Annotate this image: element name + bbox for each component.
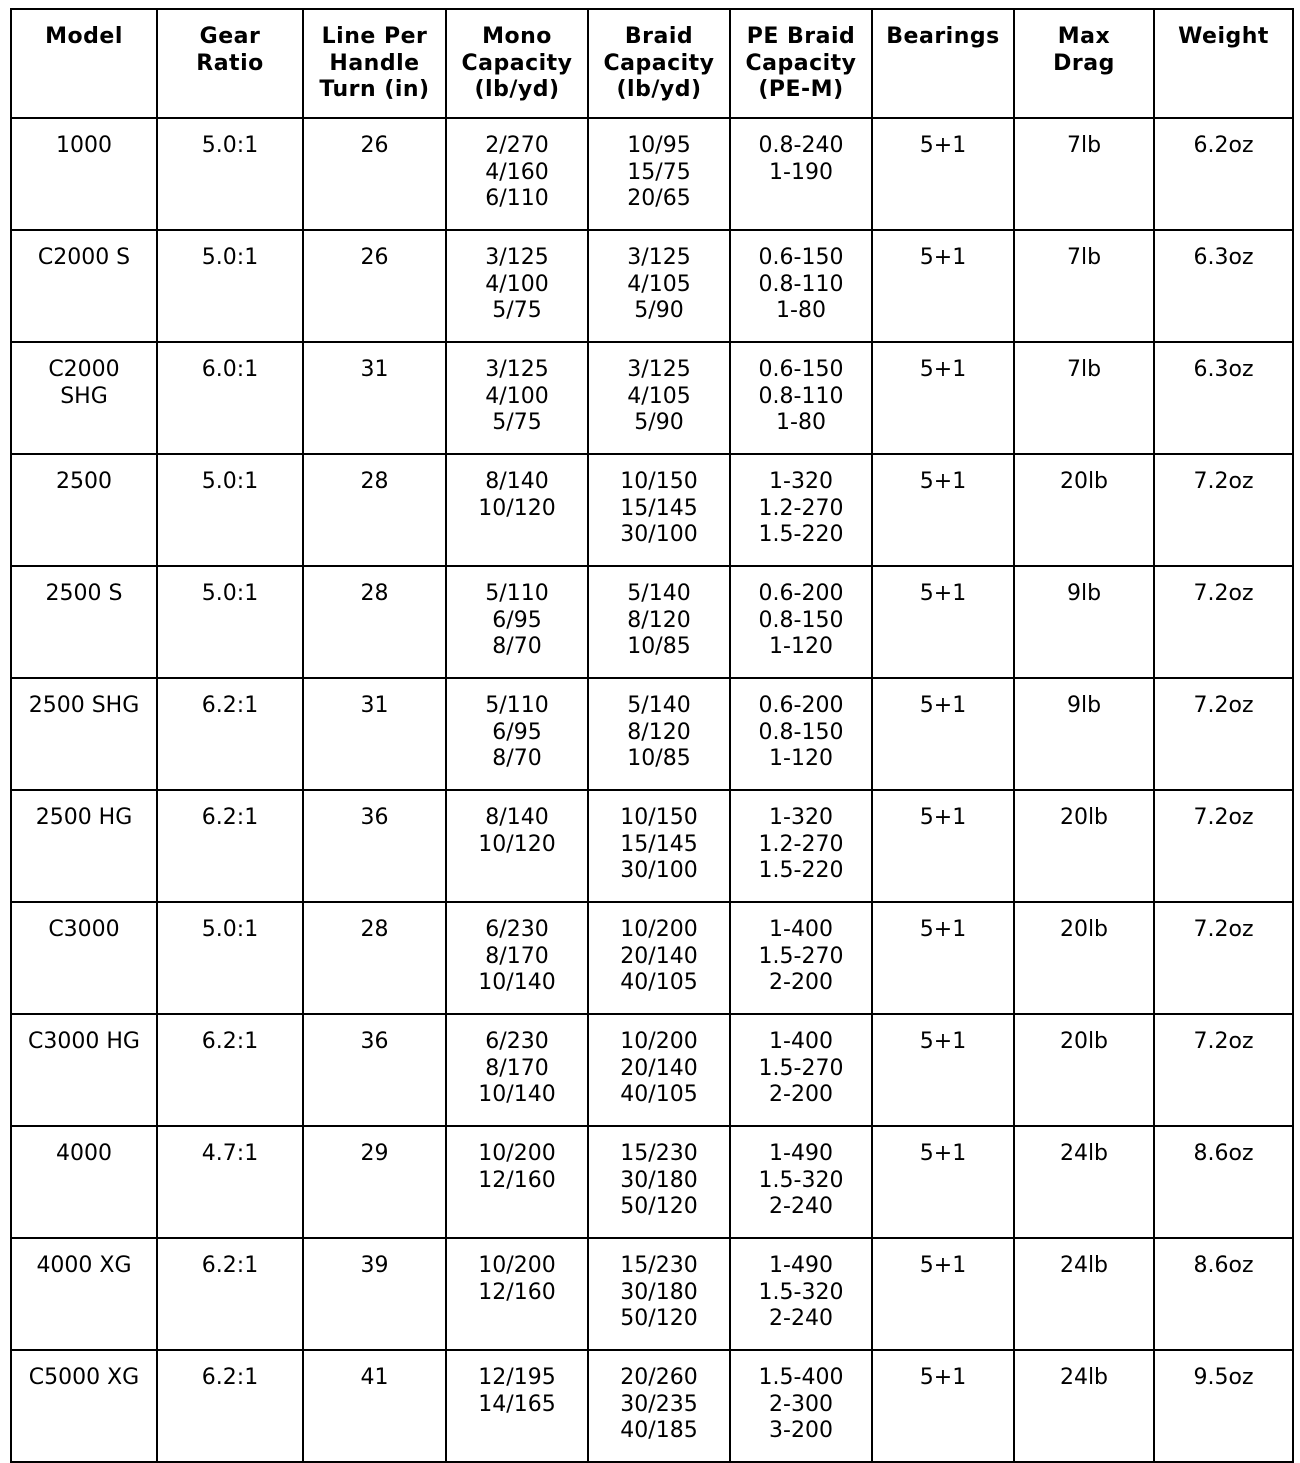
cell-model: C5000 XG (11, 1350, 157, 1462)
cell-weight: 7.2oz (1154, 1014, 1293, 1126)
cell-mono-capacity: 5/110 6/95 8/70 (446, 678, 588, 790)
cell-weight: 6.3oz (1154, 230, 1293, 342)
cell-gear-ratio: 5.0:1 (157, 454, 303, 566)
cell-weight: 7.2oz (1154, 790, 1293, 902)
cell-braid-capacity: 10/150 15/145 30/100 (588, 454, 730, 566)
cell-weight: 8.6oz (1154, 1238, 1293, 1350)
cell-gear-ratio: 5.0:1 (157, 230, 303, 342)
cell-mono-capacity: 6/230 8/170 10/140 (446, 1014, 588, 1126)
cell-weight: 8.6oz (1154, 1126, 1293, 1238)
cell-bearings: 5+1 (872, 902, 1014, 1014)
cell-line-per-handle-turn: 36 (303, 790, 446, 902)
cell-model: 1000 (11, 118, 157, 230)
header-gear-ratio: Gear Ratio (157, 9, 303, 118)
cell-braid-capacity: 5/140 8/120 10/85 (588, 566, 730, 678)
header-weight: Weight (1154, 9, 1293, 118)
cell-max-drag: 20lb (1014, 902, 1154, 1014)
cell-mono-capacity: 12/195 14/165 (446, 1350, 588, 1462)
cell-pe-braid-capacity: 0.6-200 0.8-150 1-120 (730, 678, 872, 790)
table-row (11, 454, 1293, 566)
cell-bearings: 5+1 (872, 1126, 1014, 1238)
cell-model: C3000 (11, 902, 157, 1014)
cell-model: 4000 XG (11, 1238, 157, 1350)
cell-bearings: 5+1 (872, 1350, 1014, 1462)
cell-weight: 7.2oz (1154, 902, 1293, 1014)
table-row (11, 1238, 1293, 1350)
cell-mono-capacity: 10/200 12/160 (446, 1126, 588, 1238)
cell-gear-ratio: 6.0:1 (157, 342, 303, 454)
header-mono-capacity: Mono Capacity (lb/yd) (446, 9, 588, 118)
header-pe-braid-capacity: PE Braid Capacity (PE-M) (730, 9, 872, 118)
cell-line-per-handle-turn: 31 (303, 342, 446, 454)
table-row (11, 342, 1293, 454)
cell-pe-braid-capacity: 1-490 1.5-320 2-240 (730, 1238, 872, 1350)
cell-braid-capacity: 3/125 4/105 5/90 (588, 342, 730, 454)
cell-pe-braid-capacity: 1-400 1.5-270 2-200 (730, 902, 872, 1014)
cell-gear-ratio: 6.2:1 (157, 1238, 303, 1350)
cell-pe-braid-capacity: 0.6-150 0.8-110 1-80 (730, 342, 872, 454)
cell-mono-capacity: 3/125 4/100 5/75 (446, 230, 588, 342)
cell-mono-capacity: 8/140 10/120 (446, 790, 588, 902)
cell-model: C3000 HG (11, 1014, 157, 1126)
cell-bearings: 5+1 (872, 230, 1014, 342)
cell-line-per-handle-turn: 28 (303, 902, 446, 1014)
cell-model: 2500 (11, 454, 157, 566)
cell-bearings: 5+1 (872, 454, 1014, 566)
cell-pe-braid-capacity: 0.8-240 1-190 (730, 118, 872, 230)
cell-model: 4000 (11, 1126, 157, 1238)
cell-mono-capacity: 3/125 4/100 5/75 (446, 342, 588, 454)
table-row (11, 902, 1293, 1014)
reel-spec-table (10, 8, 1294, 1463)
cell-gear-ratio: 6.2:1 (157, 1350, 303, 1462)
cell-max-drag: 7lb (1014, 342, 1154, 454)
cell-weight: 7.2oz (1154, 454, 1293, 566)
cell-bearings: 5+1 (872, 790, 1014, 902)
header-max-drag: Max Drag (1014, 9, 1154, 118)
cell-weight: 9.5oz (1154, 1350, 1293, 1462)
cell-gear-ratio: 6.2:1 (157, 790, 303, 902)
cell-line-per-handle-turn: 29 (303, 1126, 446, 1238)
cell-bearings: 5+1 (872, 1238, 1014, 1350)
cell-gear-ratio: 5.0:1 (157, 902, 303, 1014)
table-row (11, 678, 1293, 790)
cell-line-per-handle-turn: 31 (303, 678, 446, 790)
cell-mono-capacity: 8/140 10/120 (446, 454, 588, 566)
cell-max-drag: 24lb (1014, 1350, 1154, 1462)
table-body (11, 118, 1293, 1462)
cell-pe-braid-capacity: 1-320 1.2-270 1.5-220 (730, 790, 872, 902)
cell-line-per-handle-turn: 39 (303, 1238, 446, 1350)
header-row (11, 9, 1293, 118)
cell-gear-ratio: 6.2:1 (157, 678, 303, 790)
cell-line-per-handle-turn: 28 (303, 566, 446, 678)
table-row (11, 118, 1293, 230)
cell-pe-braid-capacity: 1-490 1.5-320 2-240 (730, 1126, 872, 1238)
cell-max-drag: 24lb (1014, 1238, 1154, 1350)
cell-pe-braid-capacity: 1-400 1.5-270 2-200 (730, 1014, 872, 1126)
header-bearings: Bearings (872, 9, 1014, 118)
cell-gear-ratio: 5.0:1 (157, 566, 303, 678)
cell-max-drag: 7lb (1014, 118, 1154, 230)
cell-max-drag: 7lb (1014, 230, 1154, 342)
cell-gear-ratio: 5.0:1 (157, 118, 303, 230)
cell-gear-ratio: 4.7:1 (157, 1126, 303, 1238)
cell-max-drag: 9lb (1014, 678, 1154, 790)
cell-gear-ratio: 6.2:1 (157, 1014, 303, 1126)
table-row (11, 1350, 1293, 1462)
cell-model: 2500 SHG (11, 678, 157, 790)
cell-bearings: 5+1 (872, 118, 1014, 230)
cell-braid-capacity: 10/200 20/140 40/105 (588, 1014, 730, 1126)
cell-line-per-handle-turn: 41 (303, 1350, 446, 1462)
cell-braid-capacity: 10/95 15/75 20/65 (588, 118, 730, 230)
cell-mono-capacity: 2/270 4/160 6/110 (446, 118, 588, 230)
table-row (11, 790, 1293, 902)
cell-max-drag: 20lb (1014, 1014, 1154, 1126)
cell-weight: 6.2oz (1154, 118, 1293, 230)
cell-weight: 6.3oz (1154, 342, 1293, 454)
table-row (11, 230, 1293, 342)
cell-max-drag: 20lb (1014, 454, 1154, 566)
cell-pe-braid-capacity: 1-320 1.2-270 1.5-220 (730, 454, 872, 566)
cell-braid-capacity: 10/200 20/140 40/105 (588, 902, 730, 1014)
table-row (11, 1014, 1293, 1126)
cell-braid-capacity: 15/230 30/180 50/120 (588, 1126, 730, 1238)
cell-braid-capacity: 3/125 4/105 5/90 (588, 230, 730, 342)
cell-bearings: 5+1 (872, 566, 1014, 678)
cell-line-per-handle-turn: 28 (303, 454, 446, 566)
cell-mono-capacity: 10/200 12/160 (446, 1238, 588, 1350)
table-row (11, 566, 1293, 678)
cell-braid-capacity: 15/230 30/180 50/120 (588, 1238, 730, 1350)
header-braid-capacity: Braid Capacity (lb/yd) (588, 9, 730, 118)
cell-braid-capacity: 5/140 8/120 10/85 (588, 678, 730, 790)
cell-max-drag: 24lb (1014, 1126, 1154, 1238)
cell-pe-braid-capacity: 0.6-200 0.8-150 1-120 (730, 566, 872, 678)
cell-bearings: 5+1 (872, 342, 1014, 454)
cell-braid-capacity: 20/260 30/235 40/185 (588, 1350, 730, 1462)
cell-line-per-handle-turn: 36 (303, 1014, 446, 1126)
cell-line-per-handle-turn: 26 (303, 118, 446, 230)
cell-max-drag: 9lb (1014, 566, 1154, 678)
cell-pe-braid-capacity: 1.5-400 2-300 3-200 (730, 1350, 872, 1462)
cell-braid-capacity: 10/150 15/145 30/100 (588, 790, 730, 902)
cell-bearings: 5+1 (872, 1014, 1014, 1126)
cell-pe-braid-capacity: 0.6-150 0.8-110 1-80 (730, 230, 872, 342)
cell-bearings: 5+1 (872, 678, 1014, 790)
cell-model: C2000 SHG (11, 342, 157, 454)
cell-model: C2000 S (11, 230, 157, 342)
cell-max-drag: 20lb (1014, 790, 1154, 902)
cell-model: 2500 HG (11, 790, 157, 902)
header-line-per-handle-turn: Line Per Handle Turn (in) (303, 9, 446, 118)
cell-line-per-handle-turn: 26 (303, 230, 446, 342)
cell-model: 2500 S (11, 566, 157, 678)
cell-mono-capacity: 6/230 8/170 10/140 (446, 902, 588, 1014)
cell-mono-capacity: 5/110 6/95 8/70 (446, 566, 588, 678)
cell-weight: 7.2oz (1154, 566, 1293, 678)
table-row (11, 1126, 1293, 1238)
cell-weight: 7.2oz (1154, 678, 1293, 790)
header-model: Model (11, 9, 157, 118)
